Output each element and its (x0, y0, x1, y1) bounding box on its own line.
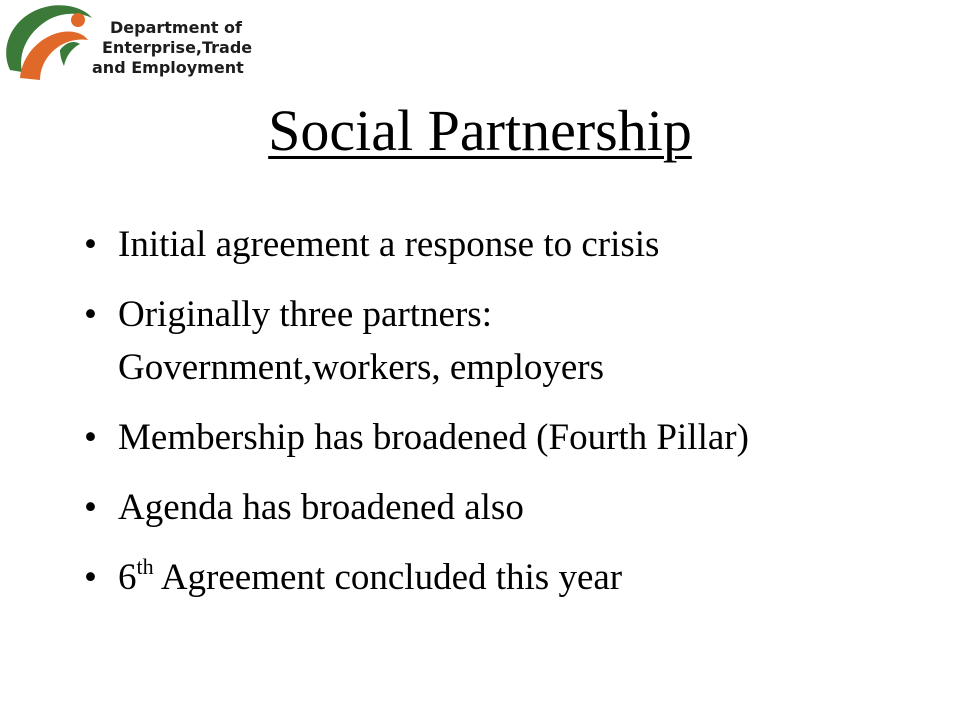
bullet-item (84, 411, 944, 464)
bullet-text: Agenda has broadened also (118, 487, 524, 528)
bullet-marker: • (84, 224, 97, 265)
bullet-marker: • (84, 487, 97, 528)
bullet-marker: • (84, 294, 97, 335)
logo-line-2: Enterprise,Trade (102, 38, 253, 57)
bullet-text: Membership has broadened (Fourth Pillar) (118, 417, 749, 458)
bullet-marker: • (84, 417, 97, 458)
department-logo (0, 0, 280, 88)
slide-title (0, 96, 960, 166)
logo-line-1: Department of (110, 18, 243, 37)
bullet-item (84, 481, 944, 534)
bullet-text-remainder: Agreement concluded this year (153, 557, 623, 598)
bullet-item (84, 551, 944, 604)
ordinal-suffix: th (136, 553, 154, 579)
logo-text (92, 18, 252, 78)
bullet-text (118, 551, 944, 604)
ordinal-number: 6 (118, 557, 137, 598)
bullet-item (84, 288, 944, 394)
bullet-marker: • (84, 557, 97, 598)
bullet-list (84, 218, 944, 621)
logo-emblem-icon (0, 0, 98, 86)
logo-line-3: and Employment (92, 58, 244, 77)
bullet-text: Initial agreement a response to crisis (118, 224, 660, 265)
bullet-text-continuation: Government,workers, employers (118, 347, 605, 388)
slide-title-text: Social Partnership (268, 98, 692, 163)
bullet-text: Originally three partners: (118, 294, 492, 335)
bullet-item (84, 218, 944, 271)
